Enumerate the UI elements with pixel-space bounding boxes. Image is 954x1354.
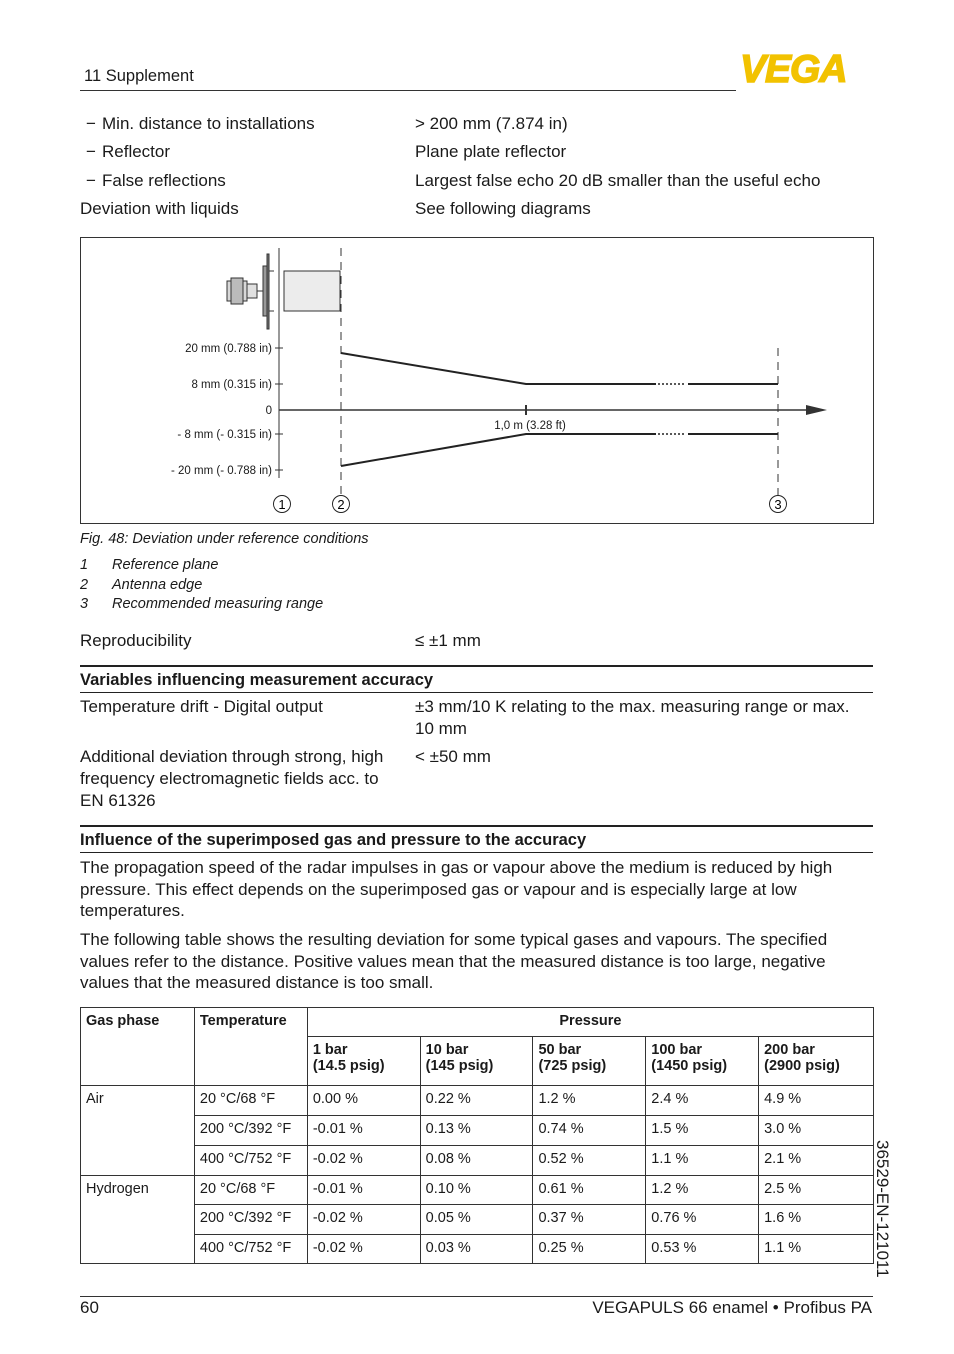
value-cell: 1.1 % (759, 1235, 874, 1264)
header-temperature: Temperature (194, 1008, 307, 1086)
value-cell: 1.1 % (646, 1146, 759, 1176)
header-pressure-1bar: 1 bar (14.5 psig) (307, 1037, 420, 1086)
value-cell: 1.2 % (646, 1176, 759, 1205)
value-cell: -0.02 % (307, 1235, 420, 1264)
row-label: Temperature drift - Digital output (80, 697, 323, 716)
table-row (81, 1116, 874, 1146)
value-cell: 0.00 % (307, 1086, 420, 1116)
value-cell: 0.03 % (420, 1235, 533, 1264)
deviation-diagram-svg (81, 238, 873, 523)
figure-caption: Fig. 48: Deviation under reference conditions (80, 531, 369, 547)
value-cell: 0.76 % (646, 1205, 759, 1235)
vega-logo-text: VEGA (740, 52, 847, 86)
table-row (81, 1176, 874, 1205)
section-heading-gas: Influence of the superimposed gas and pressure to the accuracy (80, 825, 873, 853)
header-gas-phase: Gas phase (81, 1008, 195, 1086)
gas-deviation-table (80, 1007, 874, 1264)
value-cell: 0.08 % (420, 1146, 533, 1176)
gas-paragraph-1: The propagation speed of the radar impulses in gas or vapour above the medium is reduced by high pressure. This effect depends on the superimposed gas or vapour and is especially large at low temperatures. (80, 858, 833, 921)
value-cell: 4.9 % (759, 1086, 874, 1116)
temp-cell: 20 °C/68 °F (194, 1176, 307, 1205)
value-cell: 0.22 % (420, 1086, 533, 1116)
table-row (81, 1235, 874, 1264)
footer-rule (80, 1296, 873, 1297)
marker-1 (274, 496, 291, 513)
marker-3 (770, 496, 787, 513)
row-value: < ±50 mm (415, 747, 491, 766)
value-cell: 3.0 % (759, 1116, 874, 1146)
header-pressure-10bar: 10 bar (145 psig) (420, 1037, 533, 1086)
spec-value: See following diagrams (415, 199, 591, 218)
value-cell: 1.6 % (759, 1205, 874, 1235)
value-cell: 0.05 % (420, 1205, 533, 1235)
spec-value: ≤ ±1 mm (415, 631, 481, 650)
value-cell: -0.02 % (307, 1146, 420, 1176)
axis-arrow (806, 405, 827, 415)
value-cell: -0.02 % (307, 1205, 420, 1235)
value-cell: 0.74 % (533, 1116, 646, 1146)
legend-item: 2 Antenna edge (80, 576, 203, 593)
legend-item: 3 Recommended measuring range (80, 596, 324, 612)
y-label-8mm: 8 mm (0.315 in) (191, 379, 272, 391)
footer-title: VEGAPULS 66 enamel • Profibus PA (592, 1298, 872, 1317)
svg-text:3: 3 (774, 497, 782, 512)
value-cell: -0.01 % (307, 1116, 420, 1146)
value-cell: 0.61 % (533, 1176, 646, 1205)
svg-text:2: 2 (337, 497, 345, 512)
sensor-icon (227, 254, 340, 329)
y-label-minus-8mm: - 8 mm (- 0.315 in) (177, 429, 272, 441)
y-label-zero: 0 (265, 405, 272, 417)
spec-value: > 200 mm (7.874 in) (415, 114, 568, 133)
x-label-1m: 1,0 m (3.28 ft) (494, 420, 566, 432)
figure-legend (80, 557, 323, 616)
value-cell: 2.1 % (759, 1146, 874, 1176)
spec-label: Deviation with liquids (80, 199, 239, 218)
y-label-20mm: 20 mm (0.788 in) (185, 343, 272, 355)
marker-2 (333, 496, 350, 513)
temp-cell: 20 °C/68 °F (194, 1086, 307, 1116)
gas-paragraph-2: The following table shows the resulting deviation for some typical gases and vapours. The specified values refer to the distance. Positive values mean that the measured distance is too large, negative values that the measured distance is too small. (80, 930, 828, 993)
value-cell: 0.13 % (420, 1116, 533, 1146)
value-cell: 0.53 % (646, 1235, 759, 1264)
legend-item: 1 Reference plane (80, 557, 219, 573)
spec-label: Reproducibility (80, 631, 192, 650)
upper-deviation-line (341, 353, 656, 384)
document-code: 36529-EN-121011 (873, 1140, 892, 1278)
spec-value: Largest false echo 20 dB smaller than the useful echo (415, 171, 821, 190)
value-cell: 0.10 % (420, 1176, 533, 1205)
section-heading-variables: Variables influencing measurement accuracy (80, 665, 873, 693)
header-pressure-50bar: 50 bar (725 psig) (533, 1037, 646, 1086)
spec-label: − False reflections (86, 170, 226, 192)
table-row (81, 1146, 874, 1176)
value-cell: 0.37 % (533, 1205, 646, 1235)
row-value: ±3 mm/10 K relating to the max. measuring range or max. 10 mm (415, 697, 850, 738)
spec-label: − Reflector (86, 141, 170, 163)
value-cell: 0.52 % (533, 1146, 646, 1176)
table-row (81, 1086, 874, 1116)
spec-label: − Min. distance to installations (86, 113, 315, 135)
lower-deviation-line (341, 434, 656, 466)
header-pressure: Pressure (307, 1008, 873, 1037)
value-cell: 0.25 % (533, 1235, 646, 1264)
section-title: 11 Supplement (84, 67, 194, 85)
deviation-diagram (80, 237, 874, 524)
temp-cell: 200 °C/392 °F (194, 1205, 307, 1235)
value-cell: -0.01 % (307, 1176, 420, 1205)
temp-cell: 400 °C/752 °F (194, 1235, 307, 1264)
spec-value: Plane plate reflector (415, 142, 567, 161)
temp-cell: 200 °C/392 °F (194, 1116, 307, 1146)
header-pressure-100bar: 100 bar (1450 psig) (646, 1037, 759, 1086)
header-pressure-200bar: 200 bar (2900 psig) (759, 1037, 874, 1086)
temp-cell: 400 °C/752 °F (194, 1146, 307, 1176)
value-cell: 1.2 % (533, 1086, 646, 1116)
y-label-minus-20mm: - 20 mm (- 0.788 in) (171, 465, 272, 477)
value-cell: 2.4 % (646, 1086, 759, 1116)
gas-cell: Air (81, 1086, 195, 1176)
page-number: 60 (80, 1298, 99, 1317)
svg-text:1: 1 (278, 497, 286, 512)
gas-cell: Hydrogen (81, 1176, 195, 1264)
vega-logo (740, 52, 874, 86)
row-label: Additional deviation through strong, high frequency electromagnetic fields acc. to EN 61326 (80, 747, 384, 810)
value-cell: 2.5 % (759, 1176, 874, 1205)
table-row (81, 1205, 874, 1235)
header-rule (80, 90, 736, 91)
value-cell: 1.5 % (646, 1116, 759, 1146)
